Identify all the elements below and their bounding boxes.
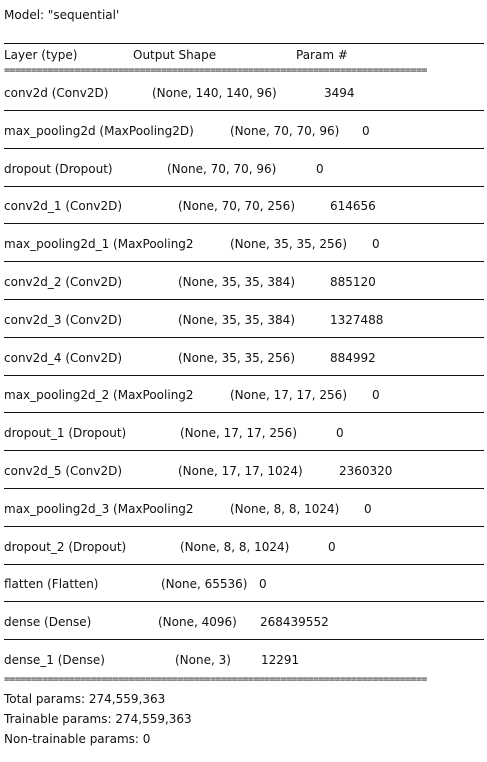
- output-shape: (None, 70, 70, 96): [167, 162, 277, 176]
- row-divider: [4, 412, 484, 413]
- layer-name: dense (Dense): [4, 615, 92, 629]
- layer-name: max_pooling2d (MaxPooling2D): [4, 124, 194, 138]
- table-row: [0, 162, 487, 180]
- param-count: 0: [362, 124, 370, 138]
- output-shape: (None, 4096): [158, 615, 237, 629]
- layer-name: conv2d (Conv2D): [4, 86, 109, 100]
- row-divider: [4, 526, 484, 527]
- param-count: 0: [372, 388, 380, 402]
- layer-name: conv2d_4 (Conv2D): [4, 351, 123, 365]
- layer-name: conv2d_2 (Conv2D): [4, 275, 123, 289]
- table-row: [0, 426, 487, 444]
- table-row: [0, 388, 487, 406]
- row-divider: [4, 601, 484, 602]
- row-divider: [4, 261, 484, 262]
- table-row: [0, 577, 487, 595]
- model-title: Model: "sequential': [4, 8, 120, 22]
- table-row: [0, 540, 487, 558]
- table-row: [0, 464, 487, 482]
- row-divider: [4, 375, 484, 376]
- layer-name: conv2d_1 (Conv2D): [4, 199, 123, 213]
- layer-name: conv2d_5 (Conv2D): [4, 464, 123, 478]
- layer-name: max_pooling2d_1 (MaxPooling2: [4, 237, 194, 251]
- output-shape: (None, 35, 35, 384): [178, 313, 295, 327]
- table-row: [0, 124, 487, 142]
- table-row: [0, 275, 487, 293]
- output-shape: (None, 35, 35, 256): [230, 237, 347, 251]
- param-count: 0: [259, 577, 267, 591]
- layer-name: max_pooling2d_2 (MaxPooling2: [4, 388, 194, 402]
- row-divider: [4, 450, 484, 451]
- param-count: 884992: [330, 351, 376, 365]
- param-count: 0: [316, 162, 324, 176]
- header-layer-type: Layer (type): [4, 48, 78, 62]
- row-divider: [4, 148, 484, 149]
- output-shape: (None, 70, 70, 256): [178, 199, 295, 213]
- layer-name: max_pooling2d_3 (MaxPooling2: [4, 502, 194, 516]
- row-divider: [4, 110, 484, 111]
- param-count: 12291: [261, 653, 300, 667]
- table-header: [0, 48, 487, 66]
- header-output-shape: Output Shape: [133, 48, 217, 62]
- top-rule: [4, 43, 484, 44]
- param-count: 268439552: [260, 615, 329, 629]
- output-shape: (None, 70, 70, 96): [230, 124, 340, 138]
- row-divider: [4, 337, 484, 338]
- trainable-params: Trainable params: 274,559,363: [4, 712, 192, 726]
- total-params: Total params: 274,559,363: [4, 692, 166, 706]
- footer-double-rule: ==============================================================================: [4, 676, 427, 684]
- layer-name: dense_1 (Dense): [4, 653, 105, 667]
- output-shape: (None, 8, 8, 1024): [230, 502, 340, 516]
- param-count: 0: [328, 540, 336, 554]
- row-divider: [4, 564, 484, 565]
- header-param-count: Param #: [296, 48, 348, 62]
- table-row: [0, 615, 487, 633]
- table-row: [0, 199, 487, 217]
- layer-name: dropout_1 (Dropout): [4, 426, 127, 440]
- param-count: 0: [372, 237, 380, 251]
- layer-name: flatten (Flatten): [4, 577, 99, 591]
- param-count: 0: [336, 426, 344, 440]
- output-shape: (None, 35, 35, 256): [178, 351, 295, 365]
- row-divider: [4, 186, 484, 187]
- row-divider: [4, 488, 484, 489]
- param-count: 2360320: [339, 464, 393, 478]
- param-count: 614656: [330, 199, 376, 213]
- output-shape: (None, 3): [175, 653, 231, 667]
- param-count: 1327488: [330, 313, 384, 327]
- row-divider: [4, 223, 484, 224]
- table-row: [0, 237, 487, 255]
- table-row: [0, 502, 487, 520]
- non-trainable-params: Non-trainable params: 0: [4, 732, 151, 746]
- table-row: [0, 653, 487, 671]
- table-row: [0, 351, 487, 369]
- param-count: 0: [364, 502, 372, 516]
- layer-name: conv2d_3 (Conv2D): [4, 313, 123, 327]
- header-double-rule: ==============================================================================: [4, 67, 427, 75]
- layer-name: dropout (Dropout): [4, 162, 113, 176]
- output-shape: (None, 8, 8, 1024): [180, 540, 290, 554]
- table-row: [0, 313, 487, 331]
- row-divider: [4, 639, 484, 640]
- output-shape: (None, 17, 17, 256): [230, 388, 347, 402]
- layer-name: dropout_2 (Dropout): [4, 540, 127, 554]
- output-shape: (None, 17, 17, 1024): [178, 464, 303, 478]
- output-shape: (None, 17, 17, 256): [180, 426, 297, 440]
- output-shape: (None, 140, 140, 96): [152, 86, 277, 100]
- row-divider: [4, 299, 484, 300]
- param-count: 885120: [330, 275, 376, 289]
- output-shape: (None, 65536): [161, 577, 248, 591]
- table-row: [0, 86, 487, 104]
- output-shape: (None, 35, 35, 384): [178, 275, 295, 289]
- param-count: 3494: [324, 86, 355, 100]
